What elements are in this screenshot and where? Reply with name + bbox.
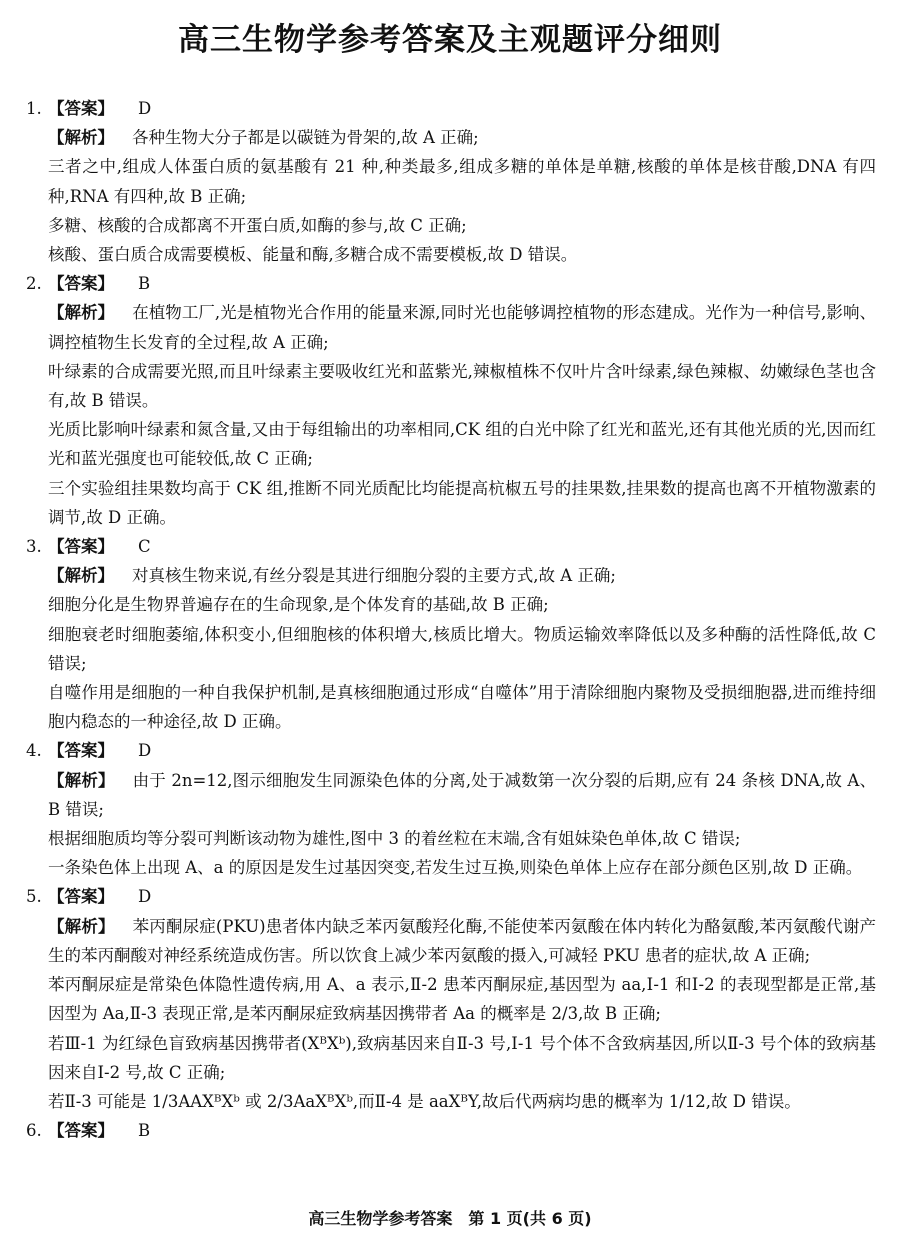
analysis-text: 对真核生物来说,有丝分裂是其进行细胞分裂的主要方式,故 A 正确;	[132, 566, 616, 586]
answer-line	[26, 1116, 876, 1145]
answer-value: D	[138, 887, 152, 907]
analysis-text: 苯丙酮尿症是常染色体隐性遗传病,用 A、a 表示,Ⅱ-2 患苯丙酮尿症,基因型为 aa,Ⅰ-1 和Ⅰ-2 的表现型都是正常,基因型为 Aa,Ⅱ-3 表现正常,是苯丙酮尿症致病基因携带者 Aa 的概率是 2/3,故 B 正确;	[48, 975, 876, 1024]
answer-line	[26, 532, 876, 561]
analysis-text: 由于 2n=12,图示细胞发生同源染色体的分离,处于减数第一次分裂的后期,应有 24 条核 DNA,故 A、B 错误;	[48, 770, 876, 819]
answer-list	[26, 94, 876, 1145]
answer-line	[26, 269, 876, 298]
answer-label: 【答案】	[48, 99, 114, 118]
analysis-text: 自噬作用是细胞的一种自我保护机制,是真核细胞通过形成“自噬体”用于清除细胞内聚物及受损细胞器,进而维持细胞内稳态的一种途径,故 D 正确。	[48, 683, 876, 732]
analysis-paragraph	[48, 240, 876, 269]
answer-label: 【答案】	[48, 274, 114, 294]
analysis-text: 多糖、核酸的合成都离不开蛋白质,如酶的参与,故 C 正确;	[48, 215, 467, 235]
analysis-paragraph	[48, 561, 876, 590]
analysis-paragraph	[48, 415, 876, 473]
answer-value: D	[138, 99, 152, 118]
analysis-text: 叶绿素的合成需要光照,而且叶绿素主要吸收红光和蓝紫光,辣椒植株不仅叶片含叶绿素,绿色辣椒、幼嫩绿色茎也含有,故 B 错误。	[48, 361, 876, 411]
analysis-paragraph	[48, 853, 876, 882]
question-item	[26, 1116, 876, 1145]
question-item	[26, 736, 876, 882]
answer-line	[26, 94, 876, 123]
answer-label: 【答案】	[48, 537, 114, 557]
analysis-paragraph	[48, 152, 876, 210]
analysis-block	[48, 123, 876, 269]
analysis-paragraph	[48, 678, 876, 736]
analysis-label: 【解析】	[48, 770, 115, 790]
analysis-text: 三者之中,组成人体蛋白质的氨基酸有 21 种,种类最多,组成多糖的单体是单糖,核酸的单体是核苷酸,DNA 有四种,RNA 有四种,故 B 正确;	[48, 157, 876, 206]
analysis-block	[48, 298, 876, 532]
analysis-label: 【解析】	[48, 916, 115, 936]
analysis-paragraph	[48, 912, 876, 970]
analysis-text: 光质比影响叶绿素和氮含量,又由于每组输出的功率相同,CK 组的白光中除了红光和蓝光,还有其他光质的光,因而红光和蓝光强度也可能较低,故 C 正确;	[48, 420, 876, 469]
analysis-paragraph	[48, 123, 876, 152]
answer-value: D	[138, 741, 152, 761]
answer-label: 【答案】	[48, 741, 114, 761]
analysis-text: 在植物工厂,光是植物光合作用的能量来源,同时光也能够调控植物的形态建成。光作为一种信号,影响、调控植物生长发育的全过程,故 A 正确;	[48, 303, 876, 352]
analysis-text: 一条染色体上出现 A、a 的原因是发生过基因突变,若发生过互换,则染色单体上应存在部分颜色区别,故 D 正确。	[48, 858, 863, 878]
analysis-block	[48, 561, 876, 736]
analysis-text: 三个实验组挂果数均高于 CK 组,推断不同光质配比均能提高杭椒五号的挂果数,挂果数的提高也离不开植物激素的调节,故 D 正确。	[48, 478, 876, 527]
analysis-text: 苯丙酮尿症(PKU)患者体内缺乏苯丙氨酸羟化酶,不能使苯丙氨酸在体内转化为酪氨酸,苯丙氨酸代谢产生的苯丙酮酸对神经系统造成伤害。所以饮食上减少苯丙氨酸的摄入,可减轻 PKU 患者的症状,故 A 正确;	[48, 916, 876, 965]
question-number: 4.	[26, 741, 42, 761]
analysis-text: 细胞衰老时细胞萎缩,体积变小,但细胞核的体积增大,核质比增大。物质运输效率降低以及多种酶的活性降低,故 C 错误;	[48, 624, 876, 673]
analysis-paragraph	[48, 620, 876, 678]
answer-line	[26, 736, 876, 765]
analysis-paragraph	[48, 1087, 876, 1116]
analysis-paragraph	[48, 970, 876, 1028]
answer-value: B	[138, 1121, 151, 1141]
answer-label: 【答案】	[48, 887, 114, 907]
analysis-paragraph	[48, 1029, 876, 1087]
analysis-text: 根据细胞质均等分裂可判断该动物为雄性,图中 3 的着丝粒在末端,含有姐妹染色单体,故 C 错误;	[48, 829, 741, 849]
analysis-paragraph	[48, 766, 876, 824]
question-number: 1.	[26, 99, 42, 118]
analysis-text: 细胞分化是生物界普遍存在的生命现象,是个体发育的基础,故 B 正确;	[48, 595, 549, 615]
page-footer: 高三生物学参考答案 第 1 页(共 6 页)	[308, 1209, 592, 1228]
analysis-block	[48, 766, 876, 883]
question-item	[26, 532, 876, 736]
question-number: 2.	[26, 274, 42, 294]
question-number: 6.	[26, 1121, 42, 1141]
analysis-block	[48, 912, 876, 1116]
analysis-text: 核酸、蛋白质合成需要模板、能量和酶,多糖合成不需要模板,故 D 错误。	[48, 245, 578, 265]
question-number: 5.	[26, 887, 42, 907]
analysis-label: 【解析】	[48, 128, 114, 148]
answer-value: B	[138, 274, 151, 294]
analysis-paragraph	[48, 474, 876, 532]
answer-value: C	[138, 537, 151, 557]
question-item	[26, 882, 876, 1116]
analysis-text: 若Ⅲ-1 为红绿色盲致病基因携带者(XᴮXᵇ),致病基因来自Ⅱ-3 号,Ⅰ-1 号个体不含致病基因,所以Ⅱ-3 号个体的致病基因来自Ⅰ-2 号,故 C 正确;	[48, 1033, 876, 1082]
analysis-paragraph	[48, 357, 876, 415]
analysis-paragraph	[48, 211, 876, 240]
analysis-paragraph	[48, 824, 876, 853]
answer-label: 【答案】	[48, 1121, 114, 1141]
analysis-label: 【解析】	[48, 303, 115, 323]
analysis-paragraph	[48, 298, 876, 356]
page-title: 高三生物学参考答案及主观题评分细则	[178, 22, 722, 58]
question-item	[26, 94, 876, 269]
analysis-text: 各种生物大分子都是以碳链为骨架的,故 A 正确;	[132, 128, 479, 148]
question-item	[26, 269, 876, 532]
analysis-label: 【解析】	[48, 566, 114, 586]
analysis-text: 若Ⅱ-3 可能是 1/3AAXᴮXᵇ 或 2/3AaXᴮXᵇ,而Ⅱ-4 是 aaXᴮY,故后代两病均患的概率为 1/12,故 D 错误。	[48, 1091, 801, 1111]
answer-line	[26, 882, 876, 911]
question-number: 3.	[26, 537, 42, 557]
analysis-paragraph	[48, 590, 876, 619]
